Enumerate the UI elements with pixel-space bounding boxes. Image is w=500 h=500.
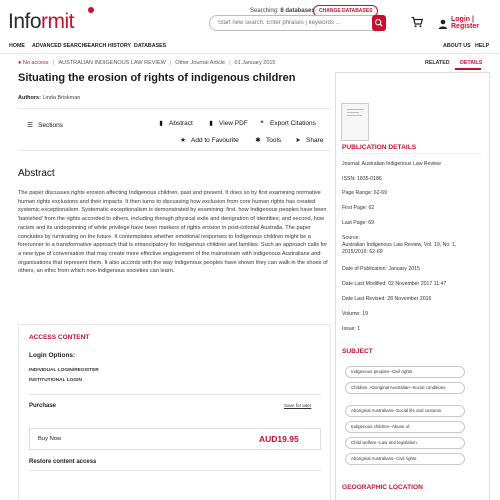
tab-related[interactable]: RELATED bbox=[425, 60, 450, 66]
document-icon: ▮ bbox=[159, 120, 163, 127]
detail-issue: Issue: 1 bbox=[342, 326, 361, 332]
access-content-heading: ACCESS CONTENT bbox=[29, 334, 90, 341]
access-content-box bbox=[18, 324, 331, 500]
database-count: 8 databases bbox=[280, 8, 315, 14]
list-icon: ☰ bbox=[27, 122, 33, 129]
divider bbox=[342, 153, 482, 154]
page-title: Situating the erosion of rights of indigenous children bbox=[18, 72, 296, 84]
login-options-label: Login Options: bbox=[29, 352, 76, 359]
divider bbox=[18, 108, 331, 109]
cover-line bbox=[347, 112, 359, 113]
detail-page-range: Page Range: 62-69 bbox=[342, 190, 387, 196]
nav-search-history[interactable]: SEARCH HISTORY bbox=[84, 43, 132, 49]
institutional-login-link[interactable]: INSTITUTIONAL LOGIN bbox=[29, 378, 82, 383]
abstract-text: The paper discusses rights erosion affecting Indigenous children, past and present. It does so by first examining normative human rights exclusions and their impacts. It then turns to discussing how exclusion from core human rights has created systemic exceptionalism. Systematic exceptionalism is demonstrated by examining: first, how Indigenous peoples have been 'banished' from the rights accorded to others, including through physical exile and denigration of identities; and second, how racism and its underpinning of white privilege have been markers of rights erosion in post-colonial Australia. The paper concludes by ruminating on the future. It contemplates whether emotional responses to Indigenous children might be a forerunner to a transformative approach that is emancipatory for Indigenous children and families. Such an approach calls for a new type of conversation that may create more effective engagement of the mainstream with Indigenous Australians and organisations that represent them. It also accords with the way Indigenous peoples have shown they can walk in the shoes of others, an ethic from which non-Indigenous societies can learn. bbox=[18, 190, 328, 275]
searching-label: Searching: bbox=[250, 8, 279, 14]
nav-databases[interactable]: DATABASES bbox=[134, 43, 167, 49]
divider bbox=[29, 394, 321, 395]
searching-indicator bbox=[250, 8, 315, 14]
main-nav bbox=[0, 40, 500, 54]
publication-details-heading: PUBLICATION DETAILS bbox=[342, 144, 417, 151]
logo-brand: rmit bbox=[41, 10, 75, 33]
detail-source-value: Australian Indigenous Law Review, Vol. 19, No. 1, 2015/2016: 62-69 bbox=[342, 242, 457, 255]
authors-label: Authors: bbox=[18, 95, 41, 101]
person-icon bbox=[438, 19, 448, 29]
login-register-link[interactable]: Login | Register bbox=[451, 16, 480, 30]
divider bbox=[18, 150, 331, 151]
lock-icon: ● bbox=[18, 60, 22, 66]
sections-button[interactable] bbox=[26, 121, 63, 129]
logo-prefix: Info bbox=[8, 10, 42, 33]
article-meta: | AUSTRALIAN INDIGENOUS LAW REVIEW | Other Journal Article | 01 January 2015 bbox=[53, 60, 276, 66]
wrench-icon: ✱ bbox=[255, 137, 261, 144]
informit-logo[interactable] bbox=[8, 6, 108, 36]
abstract-button[interactable] bbox=[157, 119, 193, 127]
share-button[interactable] bbox=[294, 136, 323, 144]
restore-access-link[interactable]: Restore content access bbox=[29, 459, 97, 465]
star-icon: ★ bbox=[180, 137, 186, 144]
individual-login-link[interactable]: INDIVIDUAL LOGIN/REGISTER bbox=[29, 368, 99, 373]
nav-advanced-search[interactable]: ADVANCED SEARCH bbox=[32, 43, 86, 49]
detail-issn: ISSN: 1835-0186 bbox=[342, 176, 382, 182]
sections-label: Sections bbox=[38, 122, 63, 129]
cover-line bbox=[347, 109, 364, 110]
journal-name: AUSTRALIAN INDIGENOUS LAW REVIEW bbox=[58, 60, 166, 66]
detail-date-revised: Date Last Revised: 28 November 2016 bbox=[342, 296, 432, 302]
authors-line bbox=[18, 95, 80, 101]
logo-dot bbox=[88, 7, 94, 13]
export-label: Export Citations bbox=[270, 120, 316, 127]
quote-icon: ❝ bbox=[260, 120, 264, 127]
abstract-heading: Abstract bbox=[18, 168, 55, 179]
active-tab-indicator bbox=[455, 68, 481, 70]
share-label: Share bbox=[306, 137, 324, 144]
detail-date-publication: Date of Publication: January 2015 bbox=[342, 266, 420, 272]
divider bbox=[29, 470, 321, 471]
nav-help[interactable]: HELP bbox=[475, 43, 490, 49]
detail-last-page: Last Page: 69 bbox=[342, 220, 375, 226]
pdf-icon: ▮ bbox=[209, 120, 213, 127]
cover-line bbox=[347, 115, 362, 116]
logo-text bbox=[8, 10, 74, 34]
search-icon bbox=[372, 15, 386, 31]
subject-chip[interactable]: Child welfare--Law and legislation bbox=[345, 437, 465, 449]
cart-button[interactable] bbox=[411, 15, 423, 27]
add-favourite-button[interactable] bbox=[179, 136, 239, 144]
nav-about-us[interactable]: ABOUT US bbox=[443, 43, 471, 49]
change-databases-button[interactable]: CHANGE DATABASES bbox=[313, 5, 378, 17]
nav-home[interactable]: HOME bbox=[9, 43, 25, 49]
tools-label: Tools bbox=[266, 137, 282, 144]
access-status-label: No access bbox=[22, 60, 49, 66]
subject-chip[interactable]: Indigenous peoples--Civil rights bbox=[345, 366, 465, 378]
abstract-label: Abstract bbox=[169, 120, 193, 127]
journal-cover-thumbnail[interactable] bbox=[341, 103, 369, 141]
subject-heading: SUBJECT bbox=[342, 348, 373, 355]
account-button[interactable] bbox=[438, 16, 448, 26]
subject-chip[interactable]: Children, Aboriginal Australian--Social conditions bbox=[345, 382, 465, 394]
geographic-location-heading: GEOGRAPHIC LOCATION bbox=[342, 484, 423, 491]
subject-chip[interactable]: Aboriginal Australians--Social life and customs bbox=[345, 405, 465, 417]
detail-date-modified: Date Last Modified: 02 November 2017 11:47 bbox=[342, 281, 447, 287]
purchase-label: Purchase bbox=[29, 403, 57, 409]
detail-source-label: Source: bbox=[342, 235, 360, 241]
search-button[interactable] bbox=[372, 15, 386, 31]
search-input[interactable] bbox=[209, 15, 384, 31]
subject-chip[interactable]: Aboriginal Australians--Civil rights bbox=[345, 453, 465, 465]
subject-chip[interactable]: Indigenous children--Abuse of bbox=[345, 421, 465, 433]
detail-source bbox=[342, 235, 482, 256]
article-date: 01 January 2015 bbox=[234, 60, 276, 66]
view-pdf-label: View PDF bbox=[219, 120, 248, 127]
view-pdf-button[interactable] bbox=[207, 119, 248, 127]
buy-now-label: Buy Now bbox=[38, 436, 62, 442]
tab-details[interactable]: DETAILS bbox=[460, 60, 483, 66]
article-type: Other Journal Article bbox=[175, 60, 226, 66]
access-status bbox=[18, 60, 49, 66]
tools-button[interactable] bbox=[254, 136, 281, 144]
detail-volume: Volume: 19 bbox=[342, 311, 368, 317]
export-citations-button[interactable] bbox=[258, 119, 316, 127]
save-for-later-link[interactable]: Save for later bbox=[284, 403, 312, 408]
detail-first-page: First Page: 62 bbox=[342, 205, 375, 211]
share-icon: ➤ bbox=[295, 137, 301, 144]
cart-icon bbox=[411, 16, 423, 28]
author-link[interactable]: Linda Briskman bbox=[42, 95, 81, 101]
favourite-label: Add to Favourite bbox=[191, 137, 239, 144]
detail-journal: Journal: Australian Indigenous Law Review bbox=[342, 161, 441, 167]
price: AUD19.95 bbox=[259, 434, 299, 444]
